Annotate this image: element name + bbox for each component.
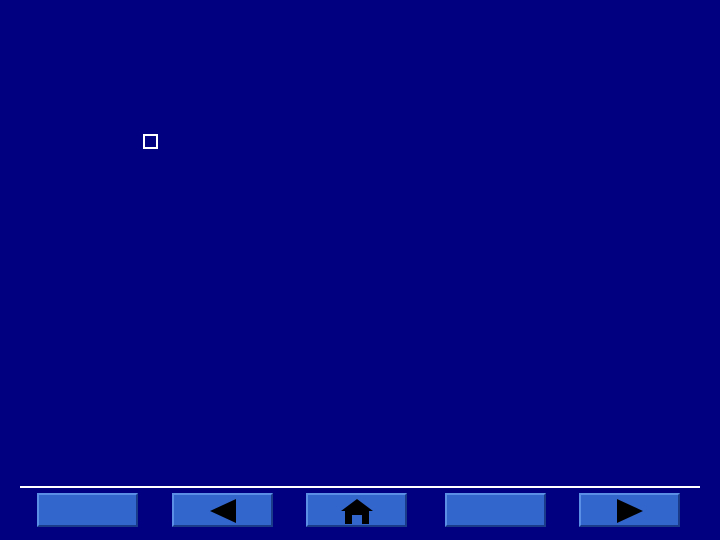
last-slide-icon xyxy=(582,497,678,525)
next-arrow-icon xyxy=(448,497,544,525)
first-slide-icon xyxy=(40,497,136,525)
square-bullet-icon xyxy=(143,134,158,149)
nav-next-button[interactable] xyxy=(445,493,546,527)
nav-first-button[interactable] xyxy=(37,493,138,527)
left-stripes-decoration xyxy=(18,36,128,110)
footer-divider xyxy=(20,486,700,488)
home-icon xyxy=(309,497,405,525)
previous-arrow-icon xyxy=(175,497,271,525)
nav-home-button[interactable] xyxy=(306,493,407,527)
nav-previous-button[interactable] xyxy=(172,493,273,527)
nav-last-button[interactable] xyxy=(579,493,680,527)
top-stripes-decoration xyxy=(18,16,720,20)
